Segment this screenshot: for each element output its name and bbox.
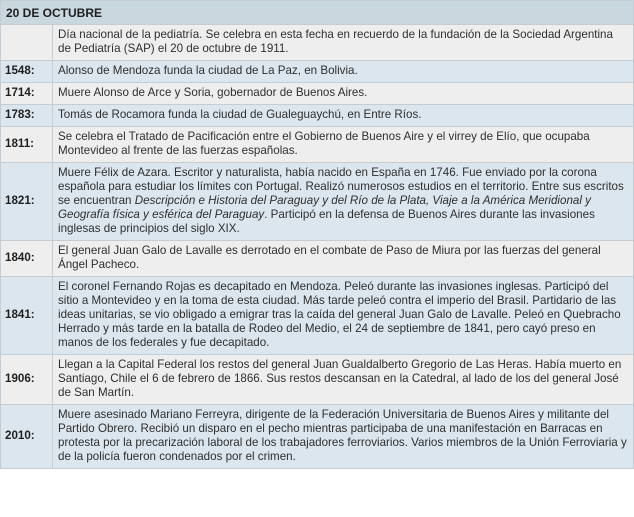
table-row (1, 83, 634, 105)
table-row (1, 105, 634, 127)
event-text: Alonso de Mendoza funda la ciudad de La Paz, en Bolivia. (53, 61, 634, 83)
year-cell: 1841: (1, 277, 53, 355)
table-title: 20 DE OCTUBRE (1, 1, 634, 25)
event-text: Muere asesinado Mariano Ferreyra, dirigente de la Federación Universitaria de Buenos Aires y militante del Partido Obrero. Recibió un disparo en el pecho mientras participaba de una manifestación en Barracas en protesta por la precarización laboral de los trabajadores ferroviarios. Varios miembros de la Unión Ferroviaria y de la policía fueron condenados por el crimen. (53, 405, 634, 469)
table-row (1, 25, 634, 61)
year-cell: 1840: (1, 241, 53, 277)
event-text: Se celebra el Tratado de Pacificación entre el Gobierno de Buenos Aire y el virrey de Elío, que ocupaba Montevideo al frente de las fuerzas españolas. (53, 127, 634, 163)
event-text: Tomás de Rocamora funda la ciudad de Gualeguaychú, en Entre Ríos. (53, 105, 634, 127)
book-titles: Descripción e Historia del Paraguay y del Río de la Plata, Viaje a la América Meridional y Geografía física y esférica del Paraguay (58, 194, 591, 221)
table-row (1, 61, 634, 83)
table-row (1, 277, 634, 355)
year-cell: 1783: (1, 105, 53, 127)
event-text: Muere Félix de Azara. Escritor y naturalista, había nacido en España en 1746. Fue enviado por la corona española para estudiar los límites con Portugal. Realizó numerosos estudios en el territorio. Entre sus escritos se encuentran Descripción e Historia del Paraguay y del Río de la Plata, Viaje a la América Meridional y Geografía física y esférica del Paraguay. Participó en la defensa de Buenos Aires durante las invasiones inglesas de principios del siglo XIX. (53, 163, 634, 241)
year-cell: 2010: (1, 405, 53, 469)
year-cell: 1811: (1, 127, 53, 163)
year-cell: 1548: (1, 61, 53, 83)
table-row (1, 355, 634, 405)
event-text: Día nacional de la pediatría. Se celebra en esta fecha en recuerdo de la fundación de la Sociedad Argentina de Pediatría (SAP) el 20 de octubre de 1911. (53, 25, 634, 61)
year-cell: 1714: (1, 83, 53, 105)
table-row (1, 405, 634, 469)
year-cell: 1821: (1, 163, 53, 241)
year-cell (1, 25, 53, 61)
table-row (1, 163, 634, 241)
event-text: Muere Alonso de Arce y Soria, gobernador de Buenos Aires. (53, 83, 634, 105)
event-text: El coronel Fernando Rojas es decapitado en Mendoza. Peleó durante las invasiones inglesas. Participó del sitio a Montevideo y en la toma de esta ciudad. Más tarde peleó contra el imperio del Brasil. Partidario de las ideas unitarias, se vio obligado a emigrar tras la caída del general Juan Galo de Lavalle. Peleó en Quebracho Herrado y más tarde en la batalla de Rodeo del Medio, el 24 de septiembre de 1841, pero cayó preso en manos de los federales y fue decapitado. (53, 277, 634, 355)
event-text: El general Juan Galo de Lavalle es derrotado en el combate de Paso de Miura por las fuerzas del general Ángel Pacheco. (53, 241, 634, 277)
event-text: Llegan a la Capital Federal los restos del general Juan Gualdalberto Gregorio de Las Heras. Había muerto en Santiago, Chile el 6 de febrero de 1866. Sus restos descansan en la Catedral, al lado de los del general José de San Martín. (53, 355, 634, 405)
table-row (1, 127, 634, 163)
table-title-row (1, 1, 634, 25)
table-row (1, 241, 634, 277)
year-cell: 1906: (1, 355, 53, 405)
